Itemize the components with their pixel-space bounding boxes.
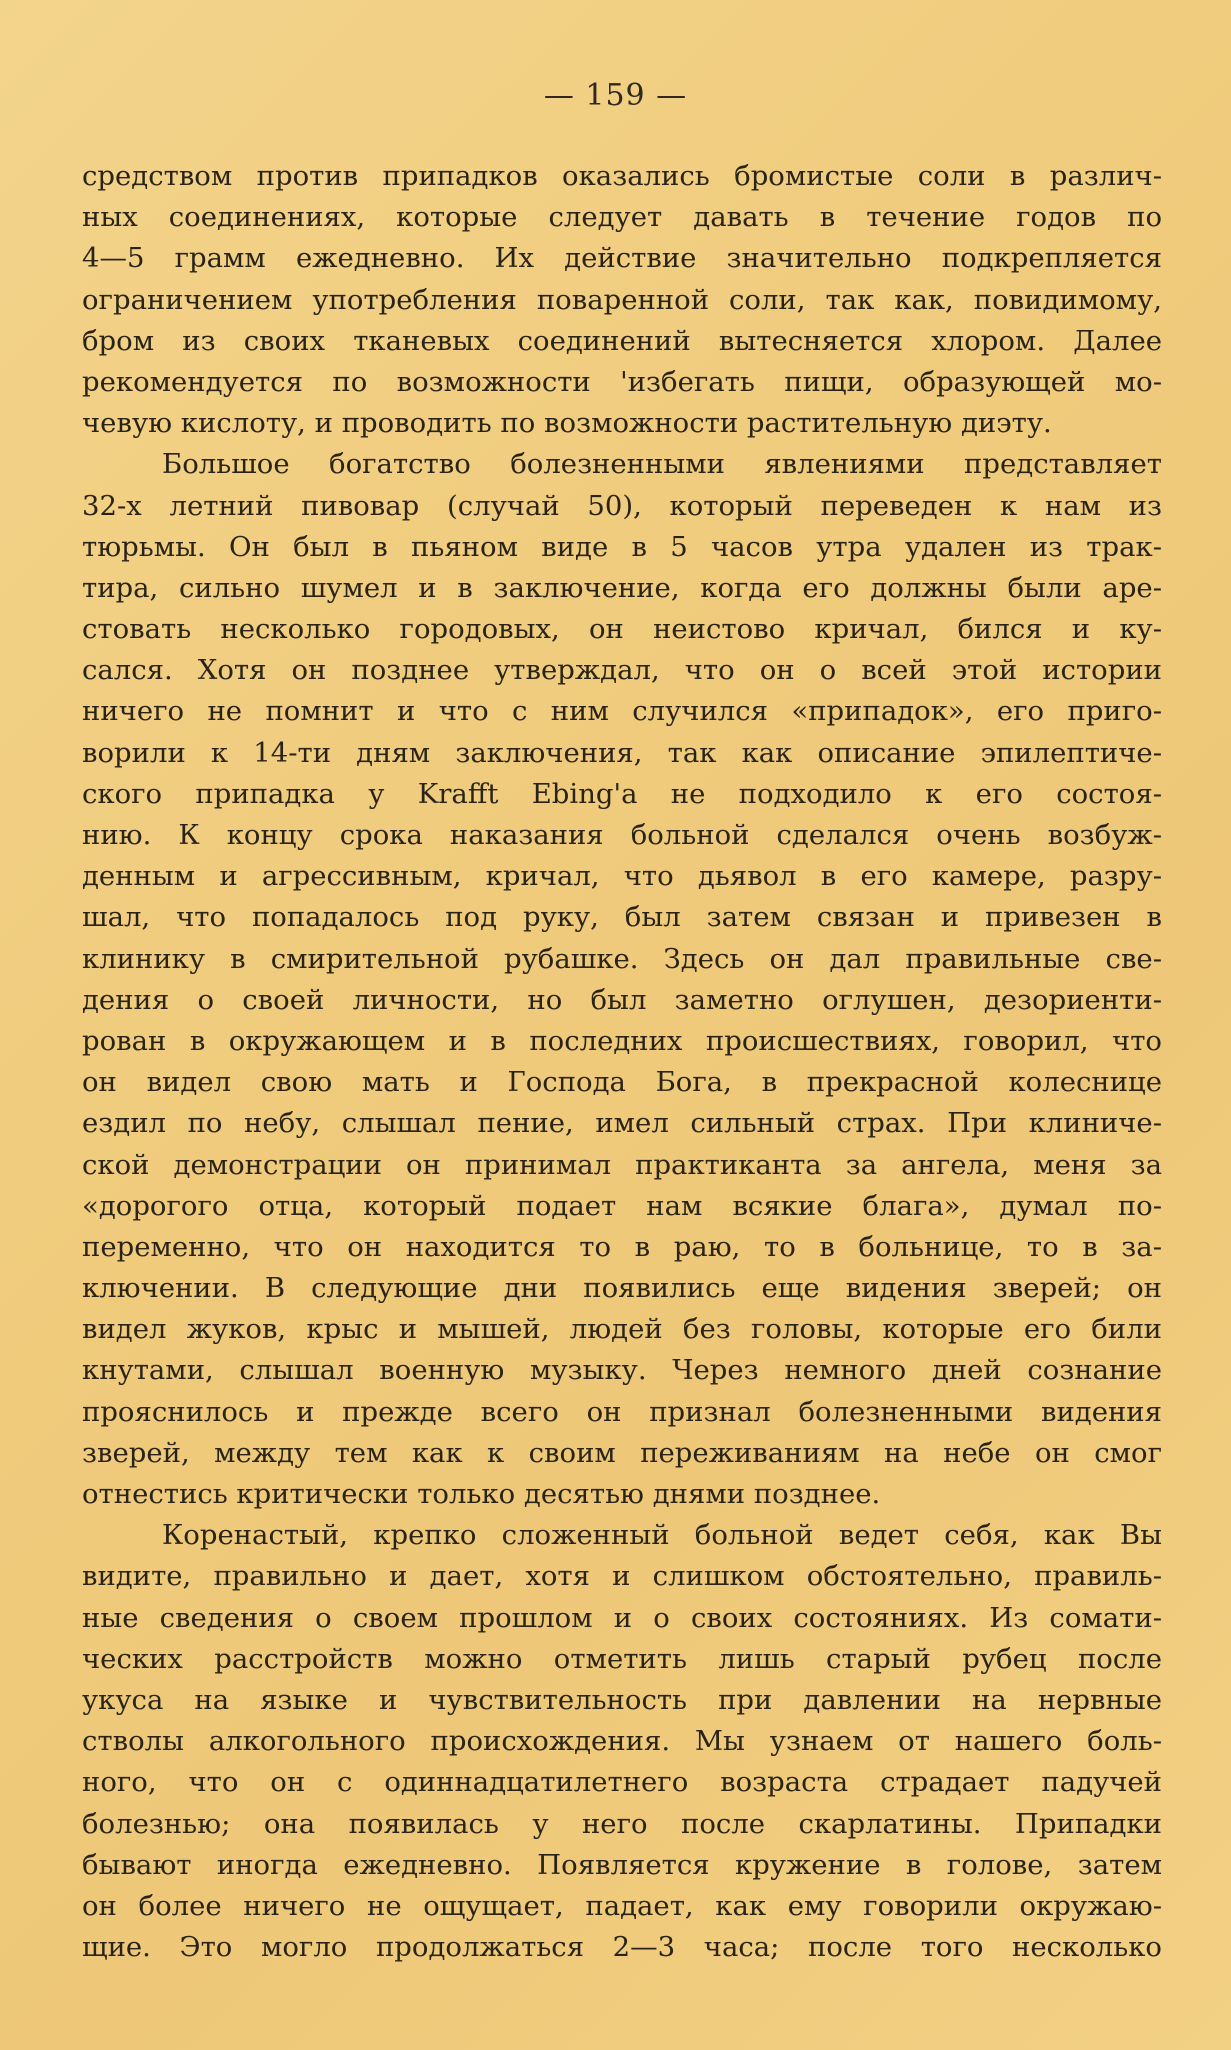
text-line: ворили к 14-ти дням заключения, так как описание эпилептиче- — [82, 736, 1162, 769]
text-line: чевую кислоту, и проводить по возможности растительную диэту. — [82, 407, 1052, 440]
text-line: видел жуков, крыс и мышей, людей без головы, которые его били — [82, 1313, 1162, 1346]
paragraph — [82, 156, 1162, 444]
text-line: сался. Хотя он позднее утверждал, что он о всей этой истории — [82, 654, 1162, 687]
text-line: шал, что попадалось под руку, был затем связан и привезен в — [82, 901, 1162, 934]
text-line: ческих расстройств можно отметить лишь старый рубец после — [82, 1642, 1162, 1675]
text-line: стволы алкогольного происхождения. Мы узнаем от нашего боль- — [82, 1725, 1162, 1758]
text-line: стовать несколько городовых, он неистово кричал, бился и ку- — [82, 613, 1162, 646]
page-number: — 159 — — [543, 78, 688, 113]
text-line: зверей, между тем как к своим переживаниям на небе он смог — [82, 1436, 1162, 1469]
text-line: рован в окружающем и в последних происшествиях, говорил, что — [82, 1024, 1162, 1057]
text-line: 32-х летний пивовар (случай 50), который переведен к нам из — [82, 489, 1162, 522]
text-line: дения о своей личности, но был заметно оглушен, дезориенти- — [82, 983, 1162, 1016]
text-line: переменно, что он находится то в раю, то в больнице, то в за- — [82, 1230, 1162, 1263]
text-line: денным и агрессивным, кричал, что дьявол в его камере, разру- — [82, 860, 1162, 893]
text-line: ской демонстрации он принимал практиканта за ангела, меня за — [82, 1148, 1162, 1181]
text-line: Большое богатство болезненными явлениями представляет — [162, 448, 1162, 481]
paragraph — [82, 1515, 1162, 1968]
text-line: ездил по небу, слышал пение, имел сильный страх. При клиниче- — [82, 1107, 1162, 1140]
text-line: прояснилось и прежде всего он признал болезненными видения — [82, 1395, 1162, 1428]
text-line: отнестись критически только десятью днями позднее. — [82, 1478, 881, 1510]
text-line: рекомендуется по возможности 'избегать пищи, образующей мо- — [82, 365, 1162, 398]
text-line: укуса на языке и чувствительность при давлении на нервные — [82, 1683, 1162, 1716]
text-line: ничего не помнит и что с ним случился «припадок», его приго- — [82, 695, 1162, 728]
text-line: нию. К концу срока наказания больной сделался очень возбуж- — [82, 819, 1162, 851]
text-line: ного, что он с одиннадцатилетнего возраста страдает падучей — [82, 1766, 1162, 1799]
text-line: бром из своих тканевых соединений вытесняется хлором. Далее — [82, 324, 1162, 357]
text-line: кнутами, слышал военную музыку. Через немного дней сознание — [82, 1354, 1162, 1387]
text-line: Коренастый, крепко сложенный больной ведет себя, как Вы — [162, 1519, 1162, 1552]
text-line: болезнью; она появилась у него после скарлатины. Припадки — [82, 1807, 1162, 1840]
text-line: ограничением употребления поваренной соли, так как, повидимому, — [82, 283, 1162, 316]
paragraph — [82, 444, 1162, 1515]
text-line: ные сведения о своем прошлом и о своих состояниях. Из сомати- — [82, 1601, 1162, 1634]
text-line: ключении. В следующие дни появились еще видения зверей; он — [82, 1272, 1162, 1305]
text-line: «дорогого отца, который подает нам всякие блага», думал по- — [82, 1189, 1162, 1222]
body-text — [82, 156, 1162, 1968]
text-line: ского припадка у Krafft Ebing'a не подходило к его состоя- — [82, 777, 1162, 810]
text-line: видите, правильно и дает, хотя и слишком обстоятельно, правиль- — [82, 1560, 1162, 1593]
text-line: он более ничего не ощущает, падает, как ему говорили окружаю- — [82, 1889, 1162, 1922]
text-line: ных соединениях, которые следует давать в течение годов по — [82, 201, 1162, 234]
text-line: он видел свою мать и Господа Бога, в прекрасной колеснице — [82, 1066, 1162, 1099]
text-line: средством против припадков оказались бромистые соли в различ- — [82, 160, 1162, 192]
text-line: бывают иногда ежедневно. Появляется кружение в голове, затем — [82, 1848, 1162, 1881]
text-line: 4—5 грамм ежедневно. Их действие значительно подкрепляется — [82, 242, 1162, 275]
text-line: клинику в смирительной рубашке. Здесь он дал правильные све- — [82, 942, 1162, 975]
text-line: тира, сильно шумел и в заключение, когда его должны были аре- — [82, 571, 1162, 604]
text-line: щие. Это могло продолжаться 2—3 часа; после того несколько — [82, 1931, 1162, 1964]
text-line: тюрьмы. Он был в пьяном виде в 5 часов утра удален из трак- — [82, 530, 1162, 563]
